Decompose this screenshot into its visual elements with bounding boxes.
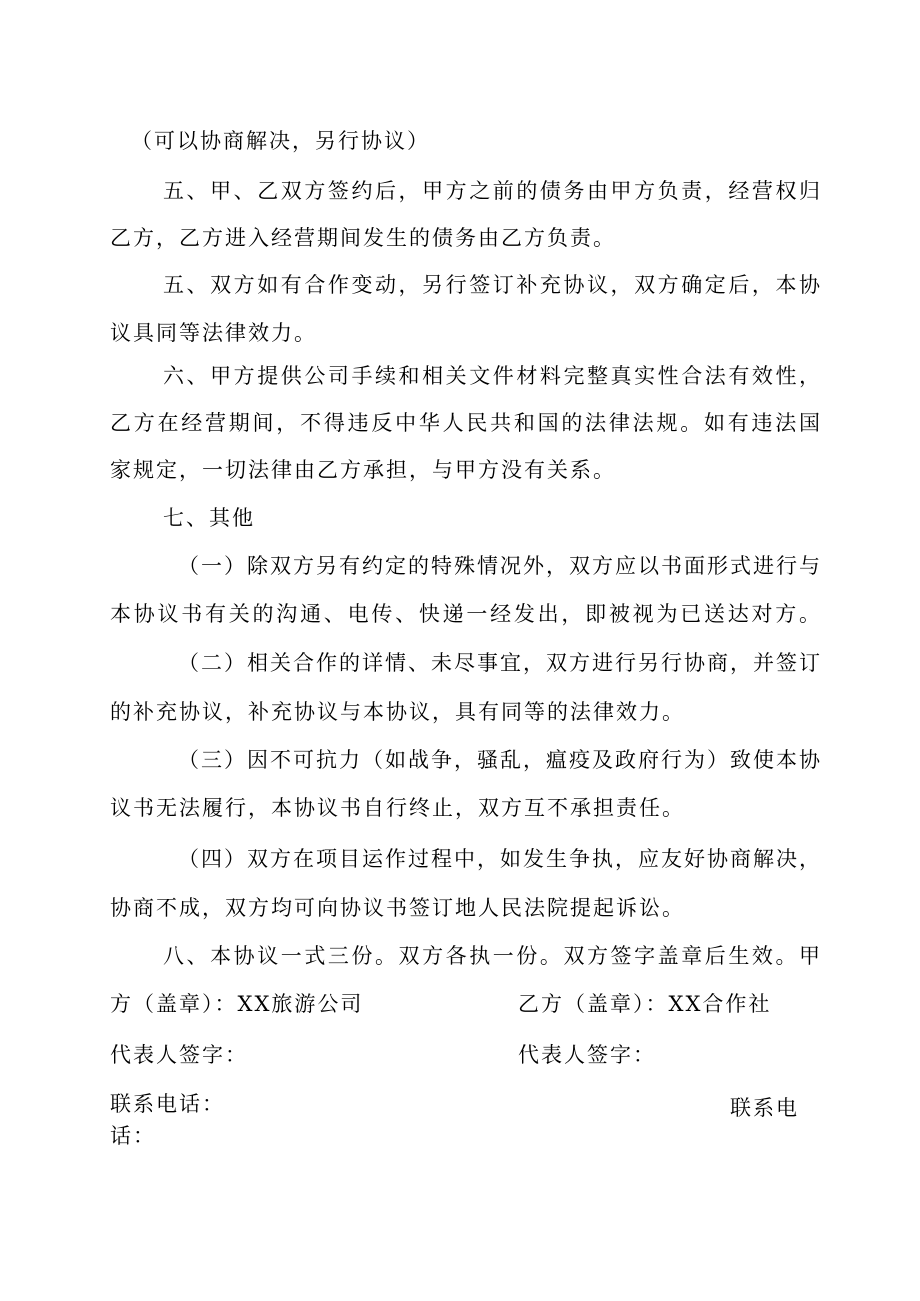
paragraph-line: 六、甲方提供公司手续和相关文件材料完整真实性合法有效性， — [163, 364, 820, 388]
paragraph-line: 议书无法履行，本协议书自行终止，双方互不承担责任。 — [110, 796, 685, 820]
paragraph-line: 乙方在经营期间，不得违反中华人民共和国的法律法规。如有违法国 — [110, 411, 820, 435]
paragraph-line: （可以协商解决，另行协议） — [131, 129, 430, 153]
paragraph-line: （二）相关合作的详情、未尽事宜，双方进行另行协商，并签订 — [178, 651, 820, 675]
party-b-phone-continued: 话： — [110, 1124, 156, 1148]
paragraph-line: 的补充协议，补充协议与本协议，具有同等的法律效力。 — [110, 700, 685, 724]
paragraph-line: 乙方，乙方进入经营期间发生的债务由乙方负责。 — [110, 226, 616, 250]
paragraph-line: （三）因不可抗力（如战争，骚乱，瘟疫及政府行为）致使本协 — [178, 748, 820, 772]
party-a-phone: 联系电话： — [110, 1092, 225, 1116]
paragraph-line: 五、甲、乙双方签约后，甲方之前的债务由甲方负责，经营权归 — [163, 179, 820, 203]
paragraph-line: （四）双方在项目运作过程中，如发生争执，应友好协商解决， — [178, 847, 820, 871]
paragraph-line: 本协议书有关的沟通、电传、快递一经发出，即被视为已送达对方。 — [110, 602, 820, 626]
party-a-representative: 代表人签字： — [110, 1043, 248, 1067]
paragraph-line: 家规定，一切法律由乙方承担，与甲方没有关系。 — [110, 458, 616, 482]
party-a-seal: 方（盖章）：XX旅游公司 — [110, 992, 364, 1016]
paragraph-line: 议具同等法律效力。 — [110, 321, 317, 345]
paragraph-line: 八、本协议一式三份。双方各执一份。双方签字盖章后生效。甲 — [163, 944, 820, 968]
paragraph-line: 五、双方如有合作变动，另行签订补充协议，双方确定后，本协 — [163, 273, 820, 297]
party-b-phone: 联系电 — [730, 1096, 799, 1120]
party-b-representative: 代表人签字： — [518, 1043, 656, 1067]
party-b-seal: 乙方（盖章）：XX合作社 — [518, 992, 772, 1016]
paragraph-line: 协商不成，双方均可向协议书签订地人民法院提起诉讼。 — [110, 896, 685, 920]
section-heading: 七、其他 — [163, 506, 255, 530]
paragraph-line: （一）除双方另有约定的特殊情况外，双方应以书面形式进行与 — [178, 554, 820, 578]
